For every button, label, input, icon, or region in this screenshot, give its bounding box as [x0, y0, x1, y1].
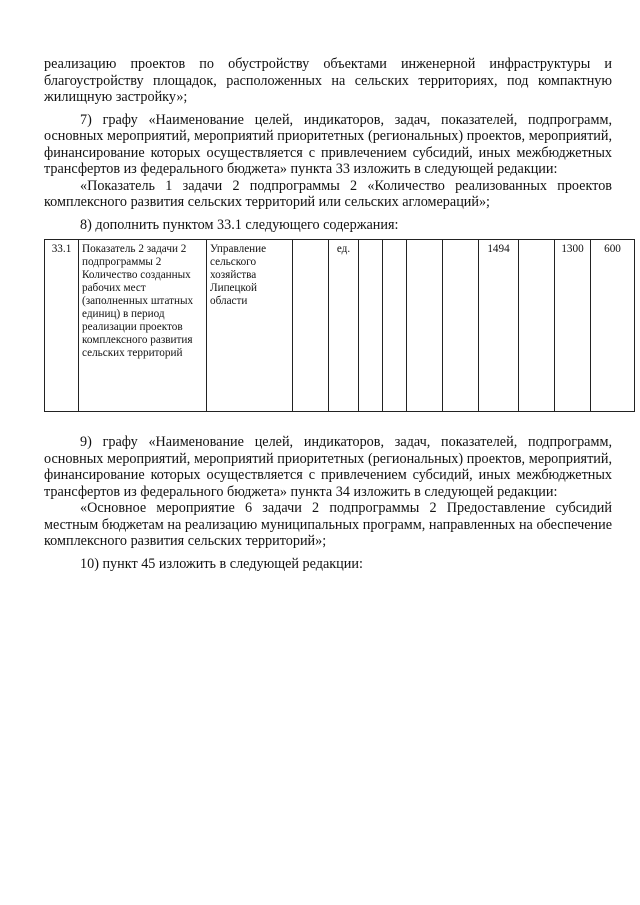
paragraph-item-9: 9) графу «Наименование целей, индикаторов, задач, показателей, подпрограмм, основных мероприятий, мероприятий приоритетных (региональных) проектов, мероприятий, финансирование которых осуществляется с привлечением субсидий, иных межбюджетных трансфертов из федерального бюджета» пункта 34 изложить в следующей редакции:: [44, 434, 612, 500]
paragraph-item-10: 10) пункт 45 изложить в следующей редакции:: [80, 555, 363, 572]
cell-empty-4: [293, 240, 329, 412]
cell-executor: Управление сельского хозяйства Липецкой области: [207, 240, 293, 412]
paragraph-item-7: 7) графу «Наименование целей, индикаторов, задач, показателей, подпрограмм, основных мероприятий, мероприятий приоритетных (региональных) проектов, мероприятий, финансирование которых осуществляется с привлечением субсидий, иных межбюджетных трансфертов из федерального бюджета» пункта 33 изложить в следующей редакции:: [44, 111, 612, 177]
cell-indicator-name: Показатель 2 задачи 2 подпрограммы 2 Количество созданных рабочих мест (заполненных штатных единиц) в период реализации проектов комплексного развития сельских территорий: [79, 240, 207, 412]
paragraph-item-8: 8) дополнить пунктом 33.1 следующего содержания:: [80, 216, 399, 233]
cell-empty-6: [359, 240, 383, 412]
cell-empty-11: [519, 240, 555, 412]
document-page: [44, 56, 621, 572]
cell-value-1494: 1494: [479, 240, 519, 412]
cell-value-600: 600: [591, 240, 635, 412]
paragraph-item-9-quote: «Основное мероприятие 6 задачи 2 подпрограммы 2 Предоставление субсидий местным бюджетам на реализацию муниципальных программ, направленных на обеспечение комплексного развития сельских территорий»;: [44, 500, 612, 549]
cell-value-1300: 1300: [555, 240, 591, 412]
cell-unit: ед.: [329, 240, 359, 412]
cell-empty-9: [443, 240, 479, 412]
indicator-table: [44, 239, 635, 412]
paragraph-item-7-quote: «Показатель 1 задачи 2 подпрограммы 2 «Количество реализованных проектов комплексного развития сельских территорий или сельских агломераций»;: [44, 177, 612, 210]
cell-empty-8: [407, 240, 443, 412]
cell-number: 33.1: [45, 240, 79, 412]
table-row: [45, 240, 635, 412]
paragraph-intro: реализацию проектов по обустройству объектами инженерной инфраструктуры и благоустройству площадок, расположенных на сельских территориях, под компактную жилищную застройку»;: [44, 56, 612, 105]
cell-empty-7: [383, 240, 407, 412]
